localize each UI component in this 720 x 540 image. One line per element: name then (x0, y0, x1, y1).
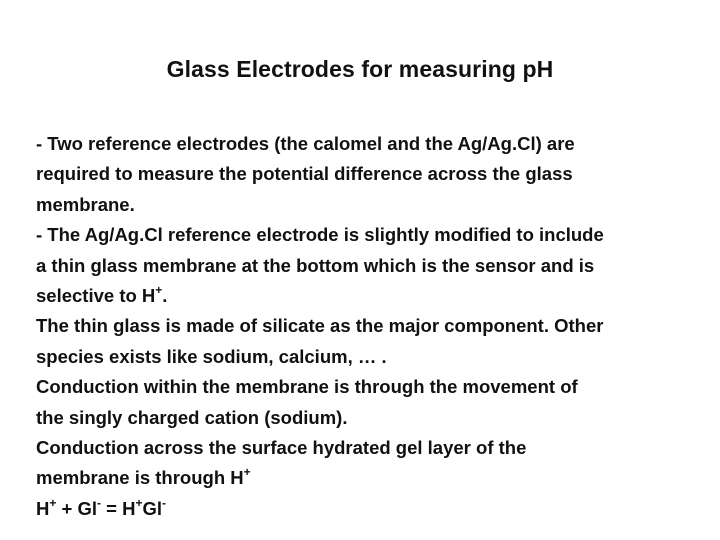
superscript-minus: - (162, 495, 167, 510)
slide-body (36, 129, 686, 524)
equation-gl: Gl (142, 497, 163, 519)
superscript-plus: + (243, 465, 251, 480)
body-line-4: - The Ag/Ag.Cl reference electrode is slightly modified to include (36, 224, 604, 246)
equation-equals-h: = H (101, 497, 136, 519)
equation-h: H (36, 497, 50, 519)
superscript-plus: + (49, 495, 57, 510)
body-line-2: required to measure the potential difference across the glass (36, 163, 573, 185)
body-line-8: species exists like sodium, calcium, … . (36, 345, 387, 367)
slide-title: Glass Electrodes for measuring pH (166, 56, 554, 82)
superscript-minus: - (97, 495, 102, 510)
body-line-3: membrane. (36, 193, 135, 215)
body-line-12-text: membrane is through H (36, 467, 244, 489)
body-line-1: - Two reference electrodes (the calomel and the Ag/Ag.Cl) are (36, 133, 575, 154)
body-line-9: Conduction within the membrane is through the movement of (36, 376, 578, 398)
body-line-12 (36, 463, 686, 493)
body-line-6-text: selective to H (36, 285, 156, 307)
equation-plus-gl: + Gl (56, 497, 98, 519)
body-line-6-suffix: . (162, 285, 168, 307)
body-line-10: the singly charged cation (sodium). (36, 406, 348, 428)
superscript-plus: + (155, 282, 163, 297)
superscript-plus: + (135, 495, 143, 510)
body-line-6 (36, 281, 686, 311)
body-line-5: a thin glass membrane at the bottom which is the sensor and is (36, 254, 595, 276)
body-line-11: Conduction across the surface hydrated gel layer of the (36, 437, 527, 459)
body-line-7: The thin glass is made of silicate as the major component. Other (36, 315, 604, 337)
equation-line (36, 494, 686, 524)
